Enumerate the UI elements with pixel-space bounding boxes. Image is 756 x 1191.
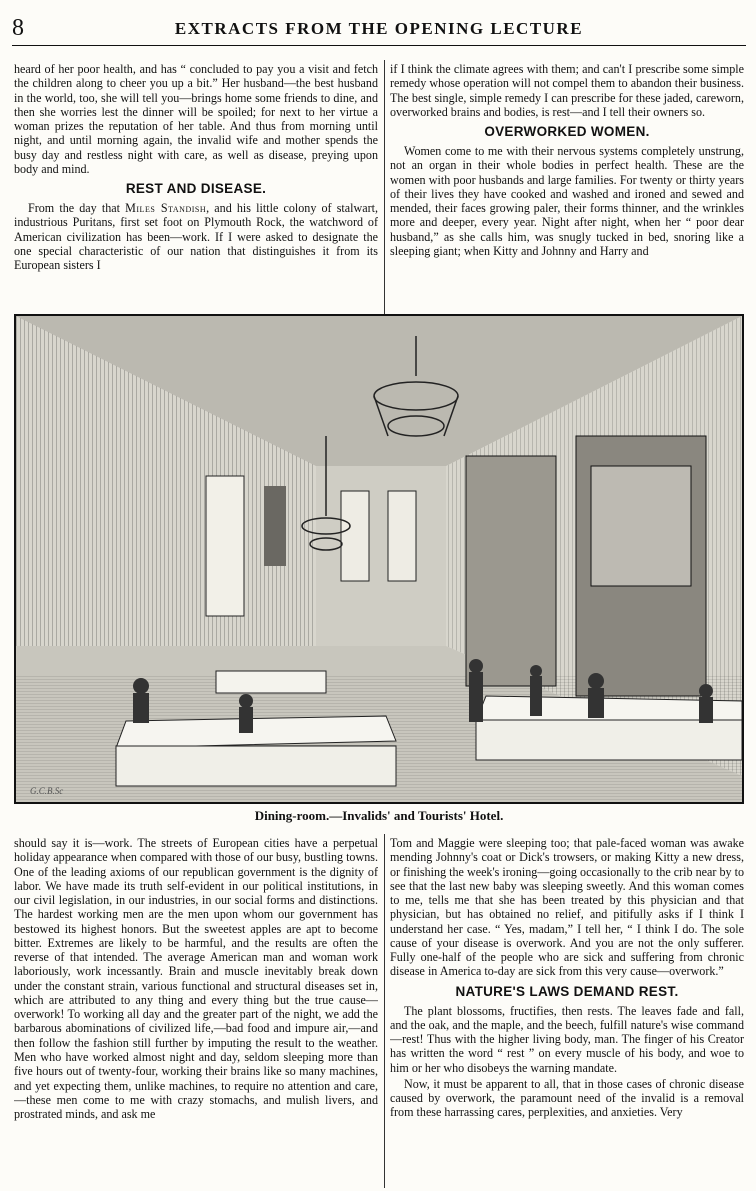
column-divider-top — [384, 60, 385, 354]
paragraph: Tom and Maggie were sleeping too; that pale-faced woman was awake mending Johnny's coat or Dick's trowsers, or making Kitty a new dress, or finishing the week's ironing—going occasionally to the crib near by to see that the last new baby was sleeping sweetly. And this woman comes to me, tells me that she has been treated by this physician and that physician, but has obtained no relief, and pitifully asks if I think I understand her case. “ Yes, madam,” I tell her, “ I think I do. The sole cause of your disease is overwork. And you are not the only sufferer. Fully one-half of the people who are sick and suffering from chronic disease in America to-day are sick from this very cause—overwork.” — [390, 836, 744, 979]
running-head: EXTRACTS FROM THE OPENING LECTURE — [174, 18, 584, 38]
text-run: From the day that — [28, 201, 126, 216]
column-top-right — [390, 62, 744, 352]
text-run: , and his little colony of stalwart, industrious Puritans, first set foot on Plymouth Rock, the watchword of American civilization has been—work. If I were asked to designate the one special characteristic of our nation that distinguishes it from its European sisters I — [14, 201, 378, 273]
engraver-signature: G.C.B.Sc — [30, 786, 64, 796]
column-bottom-right — [390, 836, 744, 1188]
column-bottom-left — [14, 836, 378, 1188]
column-top-left — [14, 62, 378, 352]
section-heading-rest-and-disease: REST AND DISEASE. — [125, 181, 267, 197]
paragraph: Now, it must be apparent to all, that in those cases of chronic disease caused by overwork, the paramount need of the invalid is a removal from these harrassing cares, perplexities, and anxieties. Very — [390, 1076, 744, 1120]
column-divider-bottom — [384, 834, 385, 1188]
section-heading-natures-laws-demand-rest: NATURE'S LAWS DEMAND REST. — [455, 983, 679, 999]
paragraph: Women come to me with their nervous systems completely unstrung, not an organ in their whole bodies in perfect health. These are the women with poor husbands and large families. For twenty or thirty years of their lives they have cooked and washed and ironed and sewed and mended, their faces growing paler, their forms thinner, and the wrinkles more and deeper, every year. Night after night, when her “ poor dear husband,” as she calls him, was snugly tucked in bed, snoring like a sleeping giant; when Kitty and Johnny and Harry and — [390, 143, 744, 258]
engraving-dining-room — [16, 316, 742, 802]
paragraph: heard of her poor health, and has “ concluded to pay you a visit and fetch the children along to cheer you up a bit.” Her husband—the best husband in the world, too, she will tell you—brings home some friends to dine, and then she worries lest the dinner will be spoiled; for next to her virtue a woman prizes the reputation of her table. And thus from morning until night, and until morning again, the invalid wife and mother spends the busy day and restless night with care, as well as disease, preying upon body and mind. — [14, 62, 378, 176]
paragraph: if I think the climate agrees with them; and can't I prescribe some simple remedy whose operation will not compel them to abandon their business. The best single, simple remedy I can prescribe for these jaded, careworn, overworked brains and bodies, is rest—and I tell their owners so. — [390, 62, 744, 119]
paragraph: should say it is—work. The streets of European cities have a perpetual holiday appearance when compared with those of our busy, bustling towns. One of the leading axioms of our republican government is the dignity of labor. We have made its truth self-evident in our political institutions, in our civil legislation, in our industries, in our social forms and distinctions. The hardest working men are the men upon whom our government has bestowed its highest honors. But the sweetest apples are apt to become bitter. Extremes are likely to be harmful, and the results are often the reverse of that intended. The average American man and woman work laboriously, work incessantly. Brain and muscle inevitably break down under the constant strain, various functional and structural diseases set in, which are attributed to any thing and every thing but the true cause—overwork! To working all day and the greater part of the night, we add the barbarous abominations of civilized life,—bad food and impure air,—and then follow the fashion still further by imputing the result to the weather. Men who have worked almost night and day, seldom sleeping more than five hours out of twenty-four, working their brains like so many machines, and yet expecting them, unlike machines, to require no attention and care,—these men come to me with crazy stomachs, and mulish livers, and prostrated minds, and ask me — [14, 836, 378, 1122]
paragraph — [14, 201, 378, 272]
illustration-dining-room — [14, 314, 744, 804]
figure-caption: Dining-room.—Invalids' and Tourists' Hotel. — [254, 808, 504, 823]
page-header — [12, 12, 746, 46]
page-number: 8 — [12, 15, 24, 41]
paragraph: The plant blossoms, fructifies, then rests. The leaves fade and fall, and the oak, and the maple, and the beech, fulfill nature's wise command—rest! Thus with the higher living body, man. The finger of his Creator has written the word “ rest ” on every muscle of his body, and woe to him or her who disobeys the warning mandate. — [390, 1003, 744, 1075]
section-heading-overworked-women: OVERWORKED WOMEN. — [484, 124, 650, 140]
name-miles-standish: Miles Standish — [125, 201, 207, 216]
